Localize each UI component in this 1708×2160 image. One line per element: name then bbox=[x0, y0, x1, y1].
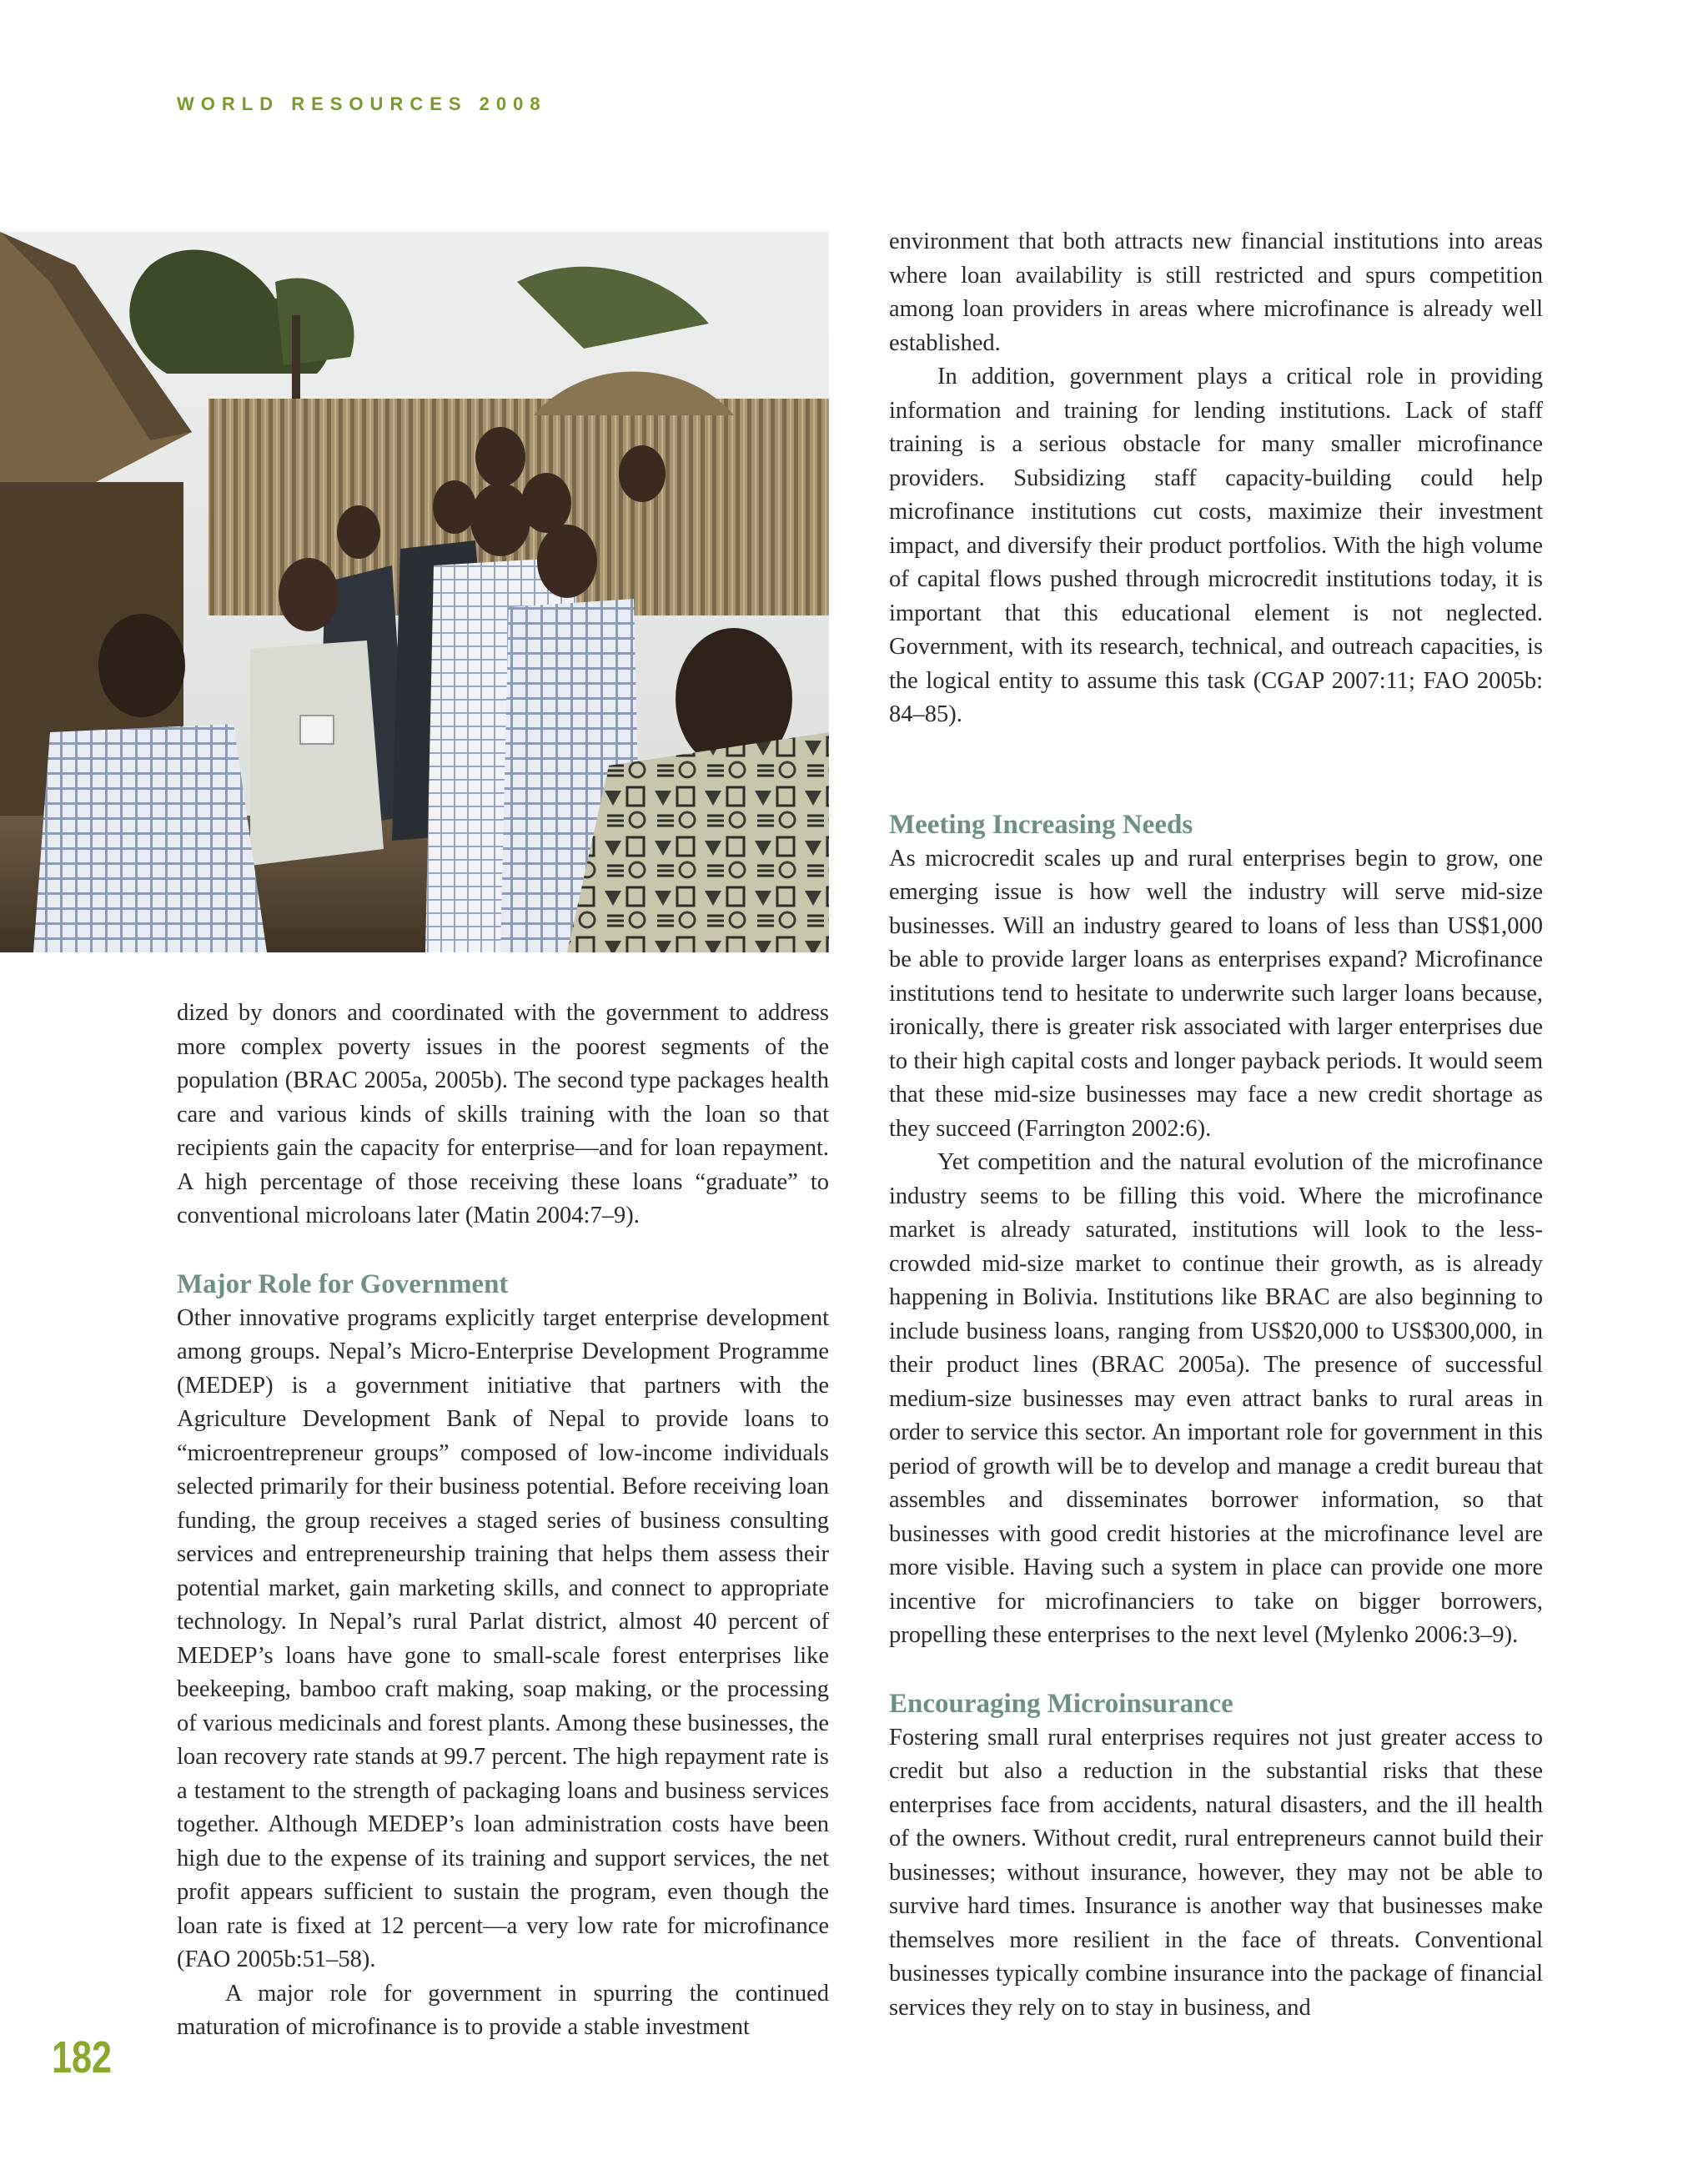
body-paragraph: In addition, government plays a critical role in providing information and training for lending institutions. Lack of staff training is a serious obstacle for many smaller microfinance providers. Subsidizing staff capacity-building could help microfinance institutions cut costs, maximize their investment impact, and diversify their product portfolios. With the high volume of capital flows pushed through microcredit institutions today, it is important that this educational element is not neglected. Government, with its research, technical, and outreach capacities, is the logical entity to assume this task (CGAP 2007:11; FAO 2005b: 84–85). bbox=[889, 364, 1543, 727]
running-head: WORLD RESOURCES 2008 bbox=[177, 93, 547, 114]
body-paragraph: A major role for government in spurring the continued maturation of microfinance is to provide a stable investment bbox=[177, 1980, 829, 2040]
section-heading-major-role: Major Role for Government bbox=[177, 1268, 509, 1299]
section-heading-microinsurance: Encouraging Microinsurance bbox=[889, 1688, 1233, 1719]
photo-group-of-men bbox=[0, 232, 829, 952]
section-heading-meeting-needs: Meeting Increasing Needs bbox=[889, 809, 1193, 840]
right-text-column bbox=[889, 225, 1543, 2025]
body-paragraph: dized by donors and coordinated with the government to address more complex poverty issues in the poorest segments of the population (BRAC 2005a, 2005b). The second type packages health care and various kinds of skills training with the loan so that recipients gain the capacity for enterprise—and for loan repayment. A high percentage of those receiving these loans “graduate” to conventional microloans later (Matin 2004:7–9). bbox=[177, 1000, 829, 1228]
left-text-column bbox=[177, 997, 829, 2045]
photo-illustration bbox=[0, 232, 829, 952]
body-paragraph: environment that both attracts new financial institutions into areas where loan availability is still restricted and spurs competition among loan providers in areas where microfinance is already well established. bbox=[889, 229, 1543, 356]
body-paragraph: Fostering small rural enterprises requires not just greater access to credit but also a reduction in the substantial risks that these enterprises face from accidents, natural disasters, and the ill health of the owners. Without credit, rural entrepreneurs cannot build their businesses; without insurance, however, they may not be able to survive hard times. Insurance is another way that businesses make themselves more resilient in the face of threats. Conventional businesses typically combine insurance into the package of financial services they rely on to stay in business, and bbox=[889, 1724, 1543, 2021]
body-paragraph: Yet competition and the natural evolution of the microfinance industry seems to be filling this void. Where the microfinance market is already saturated, institutions will look to the less-crowded mid-size market to continue their growth, as is already happening in Bolivia. Institutions like BRAC are also beginning to include business loans, ranging from US$20,000 to US$300,000, in their product lines (BRAC 2005a). The presence of successful medium-size businesses may even attract banks to rural areas in order to service this sector. An important role for government in this period of growth will be to develop and manage a credit bureau that assembles and disseminates borrower information, so that businesses with good credit histories at the microfinance level are more visible. Having such a system in place can provide one more incentive for microfinanciers to take on bigger borrowers, propelling these enterprises to the next level (Mylenko 2006:3–9). bbox=[889, 1149, 1543, 1648]
page-number: 182 bbox=[52, 2032, 113, 2082]
body-paragraph: As microcredit scales up and rural enterprises begin to grow, one emerging issue is how well the industry will serve mid-size businesses. Will an industry geared to loans of less than US$1,000 be able to provide larger loans as enterprises expand? Microfinance institutions tend to hesitate to underwrite such larger loans because, ironically, there is greater risk associated with larger enterprises due to their high capital costs and longer payback periods. It would seem that these mid-size businesses may face a new credit shortage as they succeed (Farrington 2002:6). bbox=[889, 845, 1543, 1142]
body-paragraph: Other innovative programs explicitly target enterprise development among groups. Nepal’s Micro-Enterprise Development Programme (MEDEP) is a government initiative that partners with the Agriculture Development Bank of Nepal to provide loans to “microentrepreneur groups” composed of low-income individuals selected primarily for their business potential. Before receiving loan funding, the group receives a staged series of business consulting services and entrepreneurship training that helps them assess their potential market, gain marketing skills, and connect to appropriate technology. In Nepal’s rural Parlat district, almost 40 percent of MEDEP’s loans have gone to small-scale forest enterprises like beekeeping, bamboo craft making, soap making, or the processing of various medicinals and forest plants. Among these businesses, the loan recovery rate stands at 99.7 percent. The high repayment rate is a testament to the strength of packaging loans and business services together. Although MEDEP’s loan administration costs have been high due to the expense of its training and support services, the net profit appears sufficient to sustain the program, even though the loan rate is fixed at 12 percent—a very low rate for microfinance (FAO 2005b:51–58). bbox=[177, 1304, 829, 1972]
